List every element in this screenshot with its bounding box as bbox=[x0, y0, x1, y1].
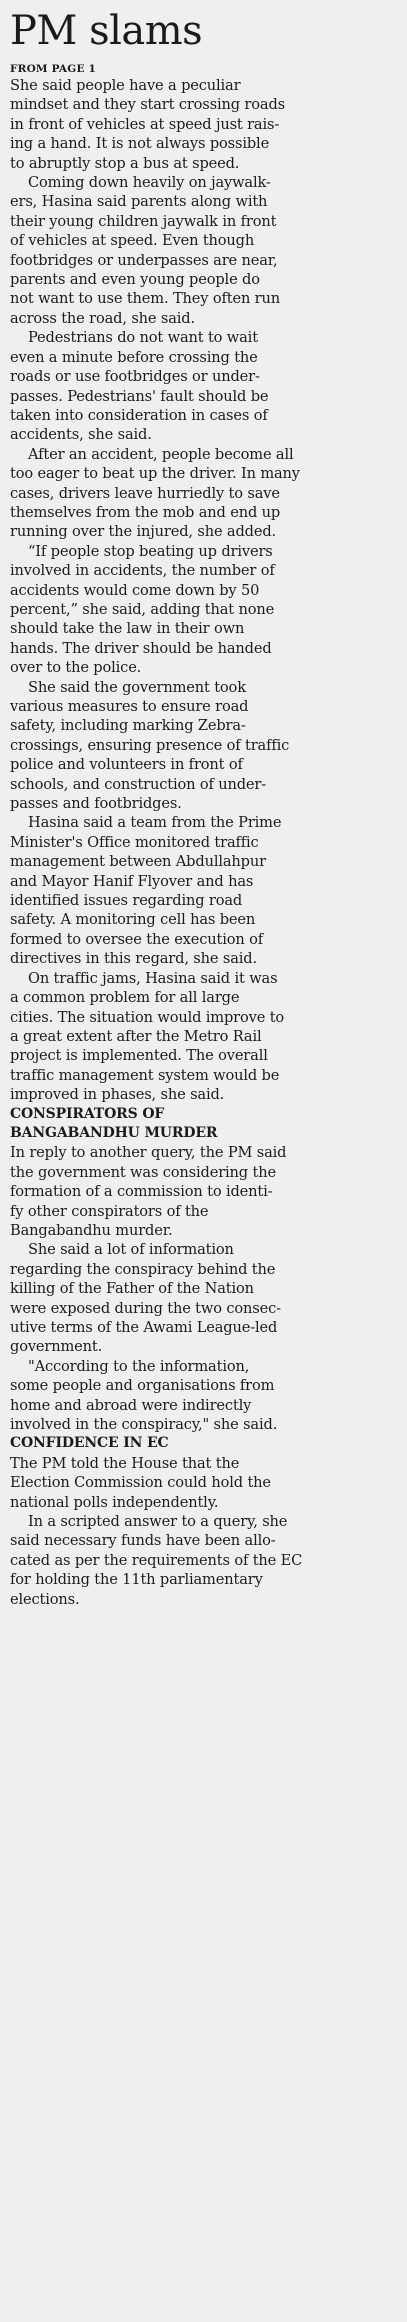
text-line: involved in accidents, the number of bbox=[10, 562, 275, 580]
text-line: and Mayor Hanif Flyover and has bbox=[10, 872, 254, 890]
text-line: ers, Hasina said parents along with bbox=[10, 193, 268, 211]
text-line: identified issues regarding road bbox=[10, 892, 243, 910]
text-line: said necessary funds have been allo- bbox=[10, 1532, 276, 1550]
text-line: a great extent after the Metro Rail bbox=[10, 1027, 262, 1045]
text-line: ing a hand. It is not always possible bbox=[10, 135, 270, 153]
text-line: parents and even young people do bbox=[10, 271, 260, 289]
text-line: Minister's Office monitored traffic bbox=[10, 833, 259, 851]
text-line: fy other conspirators of the bbox=[10, 1202, 209, 1220]
text-line: passes. Pedestrians' fault should be bbox=[10, 387, 269, 405]
article-paragraph bbox=[10, 678, 397, 814]
text-line: cities. The situation would improve to bbox=[10, 1008, 285, 1026]
text-line: In reply to another query, the PM said bbox=[10, 1144, 287, 1162]
text-line: accidents, she said. bbox=[10, 426, 152, 444]
text-line: hands. The driver should be handed bbox=[10, 639, 272, 657]
headline: PM slams bbox=[10, 8, 203, 54]
text-line: should take the law in their own bbox=[10, 620, 245, 638]
text-line: home and abroad were indirectly bbox=[10, 1396, 252, 1414]
text-line: involved in the conspiracy," she said. bbox=[10, 1416, 278, 1434]
text-line: schools, and construction of under- bbox=[10, 775, 267, 793]
text-line: formed to oversee the execution of bbox=[10, 930, 264, 948]
text-line: various measures to ensure road bbox=[10, 698, 249, 715]
text-line: safety, including marking Zebra- bbox=[10, 717, 246, 735]
article-paragraph bbox=[10, 1240, 397, 1356]
article-paragraph bbox=[10, 969, 397, 1105]
text-line: national polls independently. bbox=[10, 1493, 219, 1511]
text-line: Pedestrians do not want to wait bbox=[28, 329, 258, 347]
text-line: over to the police. bbox=[10, 659, 142, 677]
article-paragraph bbox=[10, 1454, 397, 1512]
text-line: Coming down heavily on jaywalk- bbox=[28, 174, 271, 192]
text-line: roads or use footbridges or under- bbox=[10, 368, 260, 386]
article-paragraph bbox=[10, 1357, 397, 1435]
text-line: in front of vehicles at speed just rais- bbox=[10, 115, 280, 133]
text-line: footbridges or underpasses are near, bbox=[10, 251, 278, 269]
text-line: a common problem for all large bbox=[10, 989, 240, 1007]
article-paragraph bbox=[10, 813, 397, 968]
text-line: taken into consideration in cases of bbox=[10, 406, 268, 424]
text-line: police and volunteers in front of bbox=[10, 756, 243, 774]
text-line: CONFIDENCE IN EC bbox=[10, 1435, 169, 1452]
text-line: She said a lot of information bbox=[28, 1241, 234, 1259]
text-line: "According to the information, bbox=[28, 1357, 250, 1375]
text-line: crossings, ensuring presence of traffic bbox=[10, 736, 290, 754]
text-line: In a scripted answer to a query, she bbox=[28, 1513, 288, 1531]
section-subhead bbox=[10, 1434, 397, 1453]
text-line: project is implemented. The overall bbox=[10, 1047, 268, 1065]
article-paragraph bbox=[10, 1143, 397, 1240]
text-line: accidents would come down by 50 bbox=[10, 581, 260, 599]
continuation-kicker: FROM PAGE 1 bbox=[10, 63, 97, 75]
text-line: running over the injured, she added. bbox=[10, 523, 277, 541]
text-line: passes and footbridges. bbox=[10, 795, 182, 813]
text-line: BANGABANDHU MURDER bbox=[10, 1124, 218, 1141]
text-line: government. bbox=[10, 1338, 103, 1356]
article-paragraph bbox=[10, 445, 397, 542]
section-subhead bbox=[10, 1105, 397, 1144]
text-line: elections. bbox=[10, 1590, 80, 1608]
text-line: to abruptly stop a bus at speed. bbox=[10, 154, 240, 172]
text-line: Hasina said a team from the Prime bbox=[28, 814, 282, 832]
article-paragraph bbox=[10, 173, 397, 328]
text-line: their young children jaywalk in front bbox=[10, 212, 277, 230]
text-line: the government was considering the bbox=[10, 1163, 276, 1181]
text-line: After an accident, people become all bbox=[28, 445, 294, 463]
text-line: CONSPIRATORS OF bbox=[10, 1105, 165, 1122]
text-line: themselves from the mob and end up bbox=[10, 503, 281, 521]
article-paragraph bbox=[10, 542, 397, 678]
text-line: too eager to beat up the driver. In many bbox=[10, 465, 300, 483]
text-line: Bangabandhu murder. bbox=[10, 1221, 173, 1239]
text-line: killing of the Father of the Nation bbox=[10, 1280, 254, 1298]
text-line: She said people have a peculiar bbox=[10, 77, 241, 94]
text-line: even a minute before crossing the bbox=[10, 348, 258, 366]
text-line: directives in this regard, she said. bbox=[10, 950, 257, 968]
text-line: regarding the conspiracy behind the bbox=[10, 1260, 276, 1278]
text-line: utive terms of the Awami League-led bbox=[10, 1319, 278, 1336]
text-line: The PM told the House that the bbox=[10, 1454, 240, 1472]
text-line: mindset and they start crossing roads bbox=[10, 96, 285, 114]
text-line: She said the government took bbox=[28, 678, 246, 696]
text-line: some people and organisations from bbox=[10, 1377, 275, 1395]
text-line: On traffic jams, Hasina said it was bbox=[28, 969, 278, 987]
text-line: of vehicles at speed. Even though bbox=[10, 232, 255, 250]
text-line: not want to use them. They often run bbox=[10, 290, 281, 308]
text-line: were exposed during the two consec- bbox=[10, 1299, 281, 1317]
text-line: Election Commission could hold the bbox=[10, 1474, 271, 1492]
article-body bbox=[10, 76, 397, 1609]
text-line: percent,” she said, adding that none bbox=[10, 600, 275, 618]
text-line: traffic management system would be bbox=[10, 1066, 280, 1084]
text-line: management between Abdullahpur bbox=[10, 853, 266, 871]
text-line: improved in phases, she said. bbox=[10, 1086, 225, 1104]
text-line: for holding the 11th parliamentary bbox=[10, 1571, 263, 1589]
article-paragraph bbox=[10, 1512, 397, 1609]
text-line: “If people stop beating up drivers bbox=[28, 542, 273, 560]
text-line: cated as per the requirements of the EC bbox=[10, 1551, 303, 1569]
article-paragraph bbox=[10, 328, 397, 444]
text-line: across the road, she said. bbox=[10, 309, 195, 327]
text-line: cases, drivers leave hurriedly to save bbox=[10, 484, 280, 502]
text-line: formation of a commission to identi- bbox=[10, 1183, 273, 1201]
text-line: safety. A monitoring cell has been bbox=[10, 911, 256, 929]
article-paragraph bbox=[10, 76, 397, 173]
